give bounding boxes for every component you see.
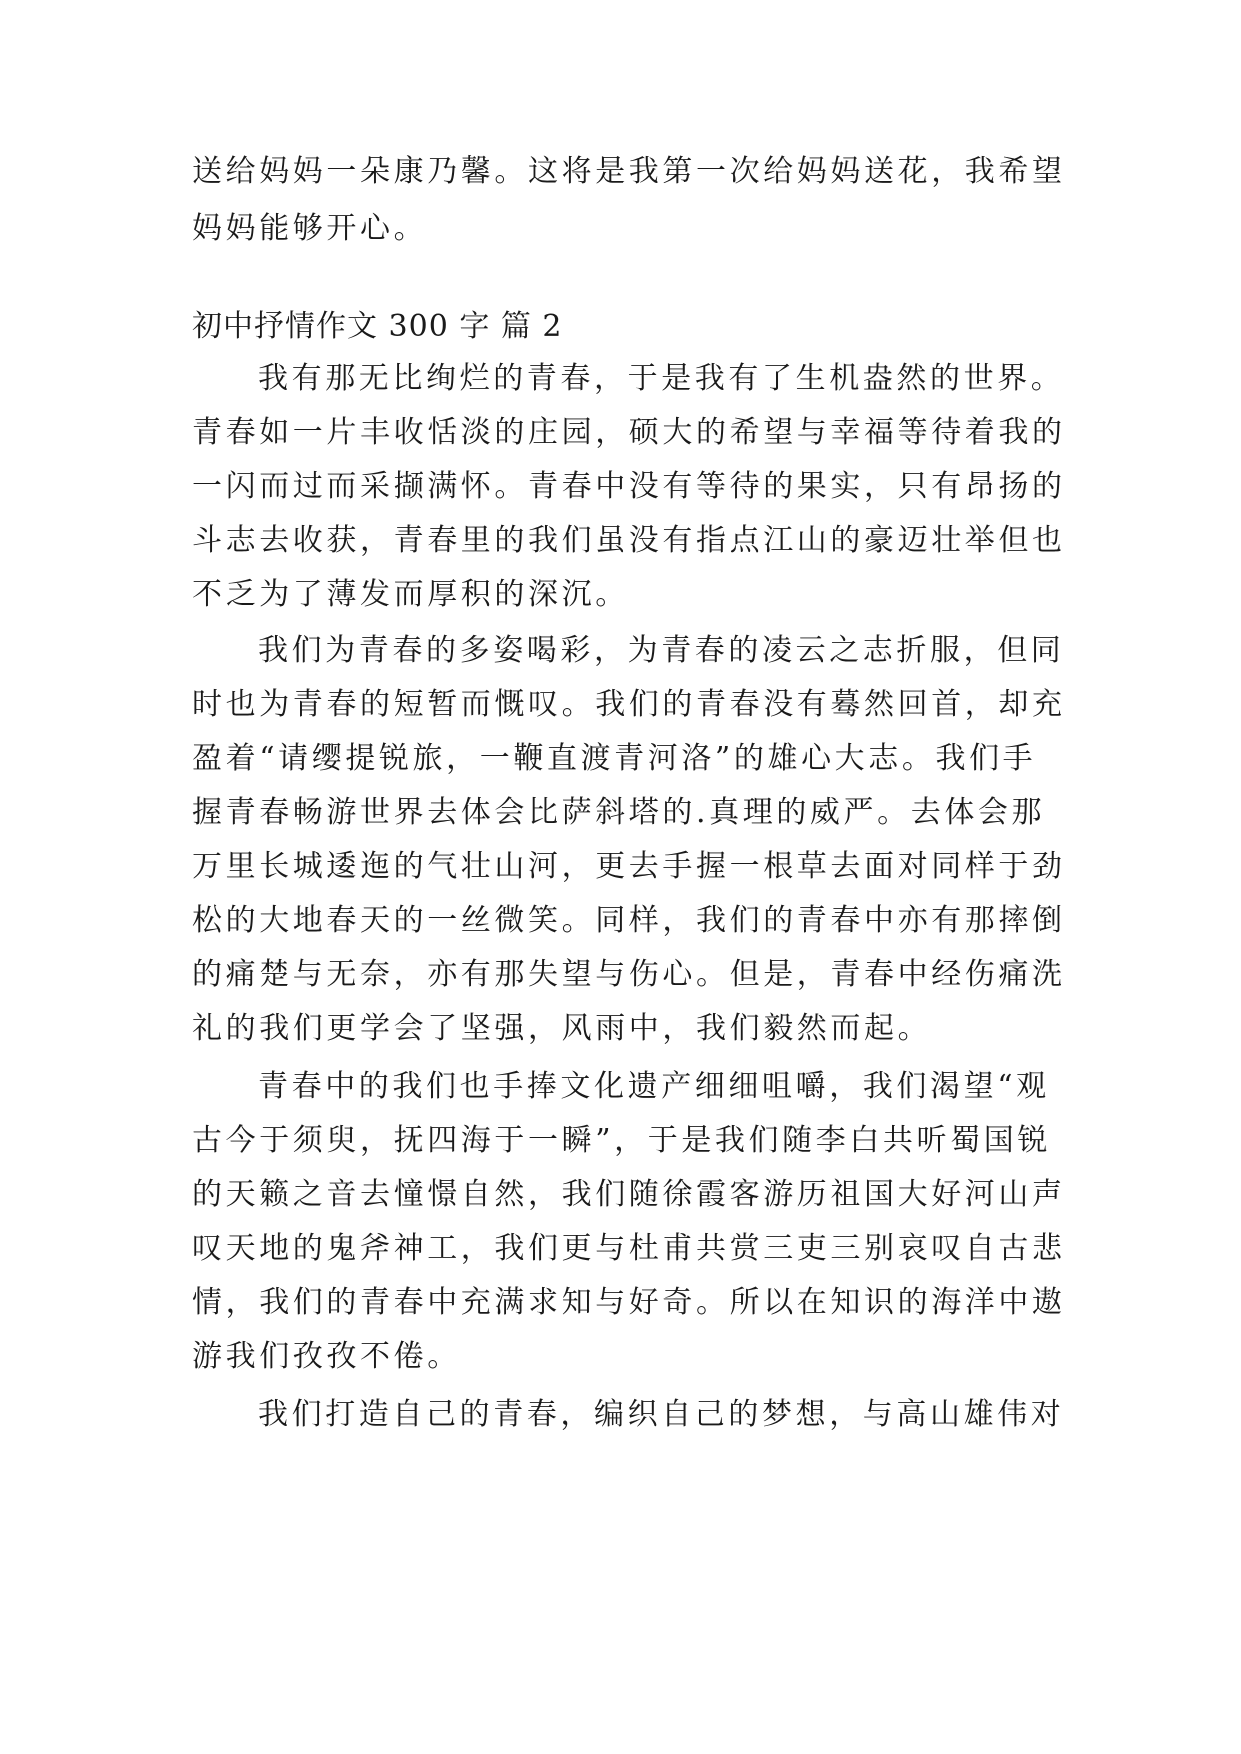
paragraph-line: 一闪而过而采撷满怀。青春中没有等待的果实，只有昂扬的 xyxy=(192,469,1066,504)
paragraph-line: 青春如一片丰收恬淡的庄园，硕大的希望与幸福等待着我的 xyxy=(192,415,1066,450)
paragraph-line: 握青春畅游世界去体会比萨斜塔的.真理的威严。去体会那 xyxy=(192,795,1046,830)
paragraph-line: 我们为青春的多姿喝彩，为青春的凌云之志折服，但同 xyxy=(258,633,1065,668)
section-heading: 初中抒情作文 300 字 篇 2 xyxy=(192,309,563,344)
paragraph-line: 万里长城逶迤的气壮山河，更去手握一根草去面对同样于劲 xyxy=(192,849,1066,884)
paragraph-line: 我们打造自己的青春，编织自己的梦想，与高山雄伟对 xyxy=(258,1397,1065,1432)
paragraph-line: 青春中的我们也手捧文化遗产细细咀嚼，我们渴望“观 xyxy=(258,1069,1050,1104)
paragraph-line: 时也为青春的短暂而慨叹。我们的青春没有蓦然回首，却充 xyxy=(192,687,1066,722)
paragraph-line: 叹天地的鬼斧神工，我们更与杜甫共赏三吏三别哀叹自古悲 xyxy=(192,1231,1066,1266)
paragraph-line: 礼的我们更学会了坚强，风雨中，我们毅然而起。 xyxy=(192,1011,932,1046)
paragraph-line: 古今于须臾，抚四海于一瞬”，于是我们随李白共听蜀国锐 xyxy=(192,1123,1051,1158)
paragraph-line: 不乏为了薄发而厚积的深沉。 xyxy=(192,577,629,612)
paragraph-line: 的痛楚与无奈，亦有那失望与伤心。但是，青春中经伤痛洗 xyxy=(192,957,1066,992)
paragraph-line: 斗志去收获，青春里的我们虽没有指点江山的豪迈壮举但也 xyxy=(192,523,1066,558)
paragraph-line: 游我们孜孜不倦。 xyxy=(192,1339,461,1374)
paragraph-line: 松的大地春天的一丝微笑。同样，我们的青春中亦有那摔倒 xyxy=(192,903,1066,938)
paragraph-line: 送给妈妈一朵康乃馨。这将是我第一次给妈妈送花，我希望 xyxy=(192,154,1066,189)
paragraph-line: 我有那无比绚烂的青春，于是我有了生机盎然的世界。 xyxy=(258,361,1065,396)
paragraph-line: 情，我们的青春中充满求知与好奇。所以在知识的海洋中遨 xyxy=(192,1285,1066,1320)
paragraph-line: 的天籁之音去憧憬自然，我们随徐霞客游历祖国大好河山声 xyxy=(192,1177,1066,1212)
paragraph-line: 妈妈能够开心。 xyxy=(192,211,428,246)
paragraph-line: 盈着“请缨提锐旅，一鞭直渡青河洛”的雄心大志。我们手 xyxy=(192,741,1037,776)
